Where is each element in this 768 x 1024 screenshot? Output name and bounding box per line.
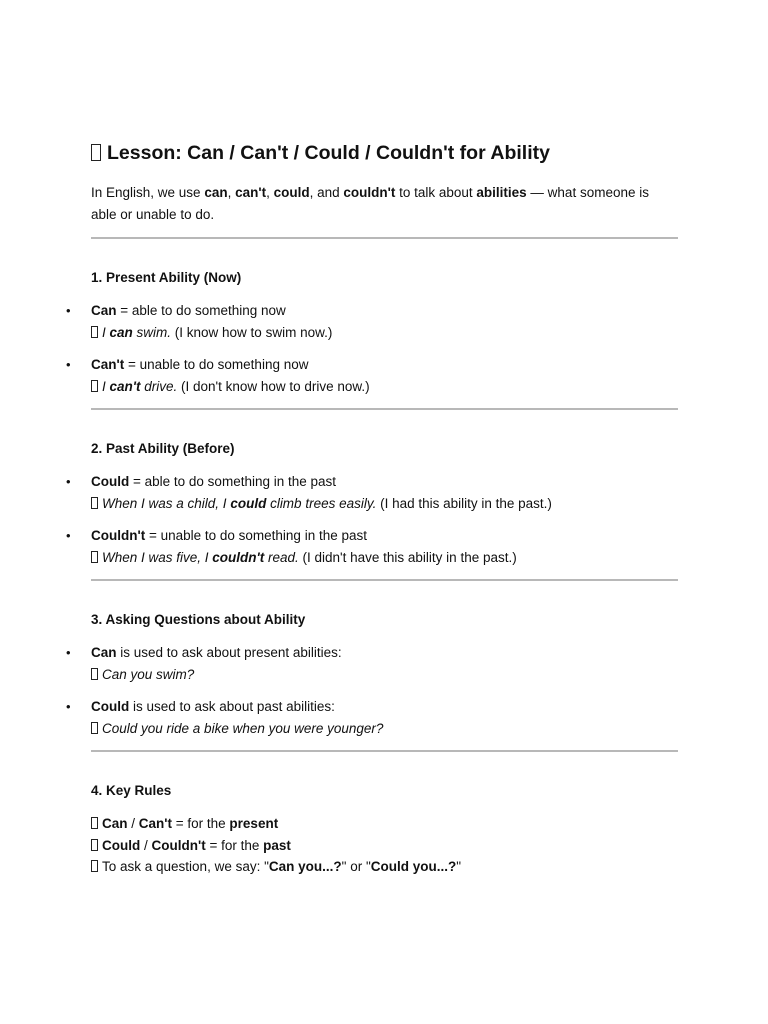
definition-line xyxy=(91,525,678,547)
checkmark-icon xyxy=(91,668,98,680)
rule-term: Can't xyxy=(138,816,172,831)
term: Can xyxy=(91,303,117,318)
definition-line xyxy=(91,300,678,322)
example-keyword: can xyxy=(109,324,133,340)
definition: = unable to do something in the past xyxy=(145,528,367,543)
rule-text: " xyxy=(456,859,462,874)
rule-text: " or " xyxy=(341,859,371,874)
definition-line xyxy=(91,471,678,493)
example-line xyxy=(91,376,678,398)
example-note: (I had this ability in the past.) xyxy=(376,495,552,511)
rule-term: Couldn't xyxy=(151,837,206,853)
bullet-icon: • xyxy=(66,303,71,318)
example-line xyxy=(91,718,678,740)
bullet-icon: • xyxy=(66,645,71,660)
section-list xyxy=(66,642,678,739)
intro-term: could xyxy=(273,185,310,200)
rule-term: Can you...? xyxy=(268,859,342,874)
page-title xyxy=(91,140,678,166)
example-text: read. xyxy=(264,549,299,565)
example-keyword: can't xyxy=(109,378,141,394)
section-list xyxy=(66,300,678,397)
key-rules xyxy=(91,813,678,878)
intro-term: abilities xyxy=(476,185,527,200)
term: Can't xyxy=(91,357,125,372)
checkmark-icon xyxy=(91,551,98,563)
term: Couldn't xyxy=(91,528,146,543)
list-item xyxy=(66,642,678,685)
intro-text: , xyxy=(227,185,236,200)
example-line xyxy=(91,322,678,344)
example-keyword: couldn't xyxy=(212,549,265,565)
term: Could xyxy=(91,474,130,489)
section-heading: 4. Key Rules xyxy=(91,783,172,798)
intro-term: can't xyxy=(235,185,267,200)
section-heading: 2. Past Ability (Before) xyxy=(91,441,235,456)
definition-line xyxy=(91,642,678,664)
example-text: drive. xyxy=(140,378,178,394)
intro-text: In English, we use xyxy=(91,185,205,200)
book-icon xyxy=(91,144,101,161)
bullet-icon: • xyxy=(66,528,71,543)
definition-line xyxy=(91,696,678,718)
rule-line xyxy=(91,813,678,835)
example-text: Can you swim? xyxy=(102,666,195,682)
section-heading: 3. Asking Questions about Ability xyxy=(91,612,306,627)
intro-term: can xyxy=(204,185,228,200)
example-text: I xyxy=(102,378,110,394)
rule-term: Could you...? xyxy=(370,859,457,874)
checkmark-icon xyxy=(91,497,98,509)
rule-text: / xyxy=(127,816,139,831)
intro-text: , and xyxy=(309,185,344,200)
list-item xyxy=(66,471,678,514)
intro-term: couldn't xyxy=(343,185,396,200)
rule-term: Could xyxy=(102,837,141,853)
bullet-icon: • xyxy=(66,699,71,714)
rule-text: To ask a question, we say: " xyxy=(102,859,269,874)
intro-text: — what someone is able or unable to do. xyxy=(91,185,649,222)
example-text: I xyxy=(102,324,110,340)
checkmark-icon xyxy=(91,380,98,392)
example-note: (I know how to swim now.) xyxy=(171,324,333,340)
definition: is used to ask about past abilities: xyxy=(129,699,335,714)
example-text: When I was five, I xyxy=(102,549,213,565)
list-item xyxy=(66,525,678,568)
list-item xyxy=(66,300,678,343)
bullet-icon: • xyxy=(66,474,71,489)
section-list xyxy=(66,471,678,568)
intro-text: , xyxy=(266,185,274,200)
term: Can xyxy=(91,645,117,660)
example-note: (I don't know how to drive now.) xyxy=(177,378,370,394)
rule-term: past xyxy=(263,837,291,853)
example-text: Could you ride a bike when you were younger? xyxy=(102,720,384,736)
definition-line xyxy=(91,354,678,376)
term: Could xyxy=(91,699,130,714)
example-text: When I was a child, I xyxy=(102,495,231,511)
checkmark-icon xyxy=(91,860,98,872)
rule-text: = for the xyxy=(205,837,264,853)
example-keyword: could xyxy=(230,495,267,511)
definition: = able to do something now xyxy=(116,303,286,318)
section-heading: 1. Present Ability (Now) xyxy=(91,270,242,285)
example-line xyxy=(91,493,678,515)
checkmark-icon xyxy=(91,722,98,734)
example-text: climb trees easily. xyxy=(266,495,377,511)
bullet-icon: • xyxy=(66,357,71,372)
rule-line xyxy=(91,835,678,857)
rule-text: = for the xyxy=(172,816,230,831)
example-text: swim. xyxy=(132,324,172,340)
example-line xyxy=(91,664,678,686)
definition: is used to ask about present abilities: xyxy=(116,645,342,660)
rule-text: / xyxy=(140,837,152,853)
rule-term: Can xyxy=(102,816,128,831)
intro-paragraph xyxy=(91,182,678,226)
list-item xyxy=(66,354,678,397)
intro-text: to talk about xyxy=(395,185,477,200)
lesson-document xyxy=(66,140,678,878)
checkmark-icon xyxy=(91,326,98,338)
list-item xyxy=(66,696,678,739)
rule-term: present xyxy=(229,816,279,831)
example-line xyxy=(91,547,678,569)
title-text: Lesson: Can / Can't / Could / Couldn't for Ability xyxy=(107,142,550,164)
example-note: (I didn't have this ability in the past.) xyxy=(298,549,517,565)
definition: = unable to do something now xyxy=(124,357,309,372)
checkmark-icon xyxy=(91,839,98,851)
rule-line xyxy=(91,856,678,878)
definition: = able to do something in the past xyxy=(129,474,337,489)
checkmark-icon xyxy=(91,817,98,829)
